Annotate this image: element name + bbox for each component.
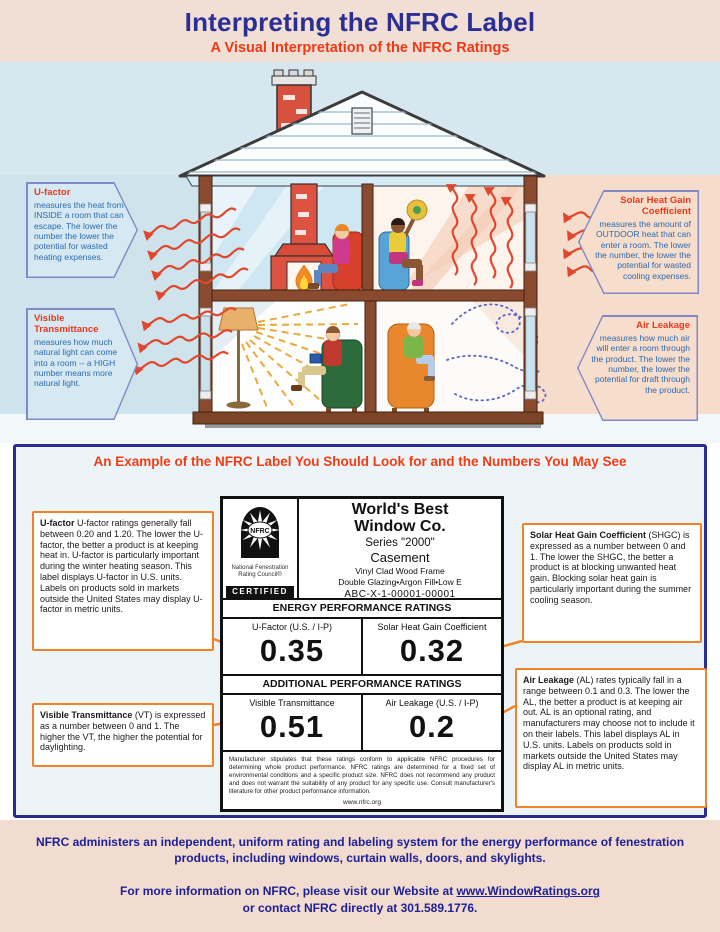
header-band [0, 0, 720, 62]
air-leakage-name: Air Leakage (U.S. / I-P) [385, 698, 479, 708]
shgc-cell [363, 619, 501, 674]
callout-al-body: measures how much air will enter a room through the product. The lower the number, the lower the potential for draft through the product. [591, 332, 690, 395]
product-series: Series "2000" [365, 536, 435, 549]
callout-air-leakage [577, 315, 698, 421]
page-title: Interpreting the NFRC Label [184, 7, 536, 37]
callout-visible-transmittance [26, 308, 138, 420]
u-factor-name: U-Factor (U.S. / I-P) [251, 622, 332, 632]
vt-name: Visible Transmittance [249, 698, 335, 708]
note-shgc [522, 523, 702, 643]
u-factor-value: 0.35 [259, 633, 325, 668]
air-leakage-cell [363, 695, 501, 750]
note-vt-lead: Visible Transmittance [40, 710, 133, 720]
note-shgc-body: (SHGC) is expressed as a number between 0 and 1. The lower the SHGC, the better a product is at blocking unwanted heat gain. Blocking solar heat gain is particularly important during the summer cooling season. [530, 530, 692, 605]
window-ratings-link[interactable]: www.WindowRatings.org [456, 884, 600, 899]
callout-u-factor-title: U-factor [34, 187, 71, 198]
air-leakage-value: 0.2 [408, 709, 456, 744]
note-air-leakage [515, 668, 707, 808]
shgc-value: 0.32 [399, 633, 465, 668]
footer-band [0, 820, 720, 932]
nfrc-certified-logo-icon [237, 503, 283, 559]
house-scene [0, 62, 720, 443]
callout-shgc-body: measures the amount of OUTDOOR heat that can enter a room. The lower the number, the lower the potential for wasted cooling expenses. [595, 218, 691, 281]
vt-cell [223, 695, 363, 750]
product-type: Casement [370, 549, 430, 565]
label-disclaimer: Manufacturer stipulates that these ratings conform to applicable NFRC procedures for determining whole product performance. NFRC ratings are determined for a fixed set of environmental conditions and a specific product size. NFRC does not recommend any product and does not warrant the suitability of any product for any specific use. Consult manufacturer's literature for other product performance information. [223, 750, 501, 799]
nfrc-org-name: National Fenestration Rating Council® [231, 565, 289, 578]
callout-shgc-title: Solar Heat Gain Coefficient [620, 195, 691, 217]
u-factor-cell [223, 619, 363, 674]
note-visible-transmittance [32, 703, 214, 767]
callout-u-factor-body: measures the heat from INSIDE a room that can escape. The lower the number the lower the potential for wasted heating expenses. [34, 199, 124, 262]
note-al-body: (AL) rates typically fall in a range between 0.1 and 0.3. The lower the AL, the better a product is at keeping air out. AL is an optional rating, and manufacturers may choose not to include it on their labels. This label displays AL in U.S. units. Labels on products sold in markets outside the United States may display AL in metric units. [523, 675, 695, 772]
nfrc-logo-cell [223, 499, 299, 598]
certified-badge: CERTIFIED [226, 586, 294, 598]
callout-u-factor [26, 182, 138, 278]
callout-shgc [578, 190, 699, 294]
attic-vent [352, 108, 372, 134]
additional-ratings-header: ADDITIONAL PERFORMANCE RATINGS [223, 676, 501, 695]
note-al-lead: Air Leakage [523, 675, 575, 685]
additional-ratings-row [223, 695, 501, 750]
note-u-factor [32, 511, 214, 651]
nfrc-website: www.nfrc.org [342, 799, 382, 807]
note-u-factor-lead: U-factor [40, 518, 75, 528]
label-header [223, 499, 501, 600]
energy-ratings-row [223, 619, 501, 676]
example-section [13, 444, 707, 818]
roof [180, 92, 544, 186]
note-u-factor-body: U-factor ratings generally fall between 0.20 and 1.20. The lower the U-factor, the better a product is at keeping heat in. U-factor is particularly important during the winter heating season. This label displays U-factor in U.S. units. Labels on products sold in markets outside the United States may display U-factor in metric units. [40, 518, 203, 615]
shgc-name: Solar Heat Gain Coefficient [377, 622, 487, 632]
footer-phone-line: or contact NFRC directly at 301.589.1776. [242, 900, 478, 915]
ground-shadow [205, 424, 541, 428]
label-company-cell [299, 499, 501, 598]
footer-description: NFRC administers an independent, uniform rating and labeling system for the energy performance of fenestration products, including windows, curtain walls, doors, and skylights. [35, 835, 685, 866]
energy-ratings-header: ENERGY PERFORMANCE RATINGS [223, 600, 501, 619]
person-lower-right [388, 322, 435, 413]
example-heading: An Example of the NFRC Label You Should Look for and the Numbers You May See [93, 454, 627, 469]
nfrc-label [220, 496, 504, 812]
note-shgc-lead: Solar Heat Gain Coefficient [530, 530, 647, 540]
callout-vt-title: Visible Transmittance [34, 313, 99, 335]
glazing-description: Double Glazing•Argon Fill•Low E [338, 576, 462, 587]
vt-value: 0.51 [259, 709, 325, 744]
frame-description: Vinyl Clad Wood Frame [355, 565, 445, 576]
callout-vt-body: measures how much natural light can come into a room -- a HIGH number means more natural light. [34, 336, 118, 389]
product-code: ABC-X-1-00001-00001 [344, 588, 456, 600]
note-vt-body: (VT) is expressed as a number between 0 and 1. The higher the VT, the higher the potential for daylighting. [40, 710, 206, 753]
page-subtitle: A Visual Interpretation of the NFRC Ratings [210, 40, 510, 56]
footer-contact [35, 883, 685, 915]
svg-text:NFRC: NFRC [250, 528, 270, 535]
company-name: World's Best Window Co. [351, 501, 449, 535]
callout-al-title: Air Leakage [636, 320, 690, 331]
footer-link-prefix: For more information on NFRC, please visit our Website at [120, 884, 457, 899]
